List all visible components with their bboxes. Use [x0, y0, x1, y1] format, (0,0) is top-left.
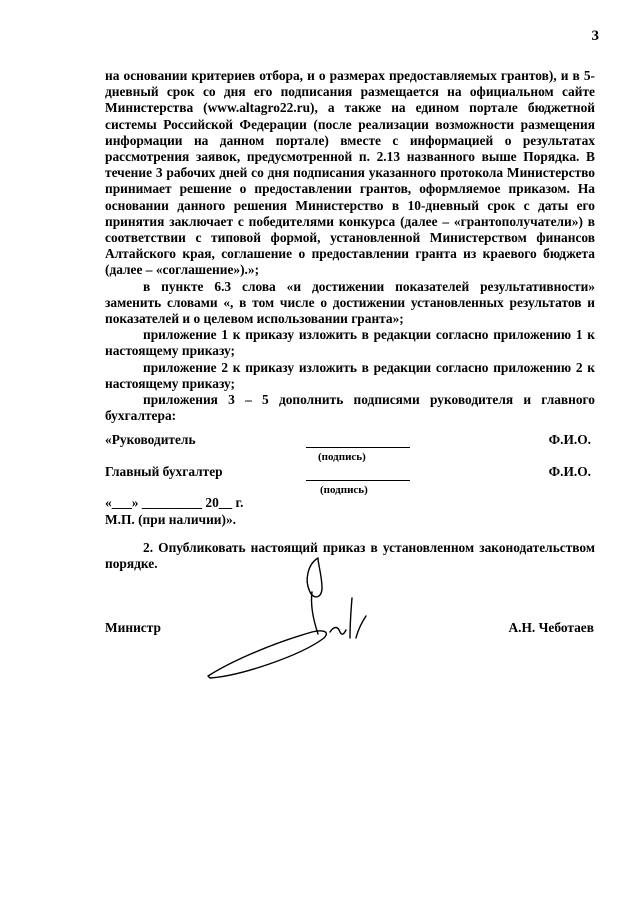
paragraph-3: приложение 1 к приказу изложить в редакции согласно приложению 1 к настоящему приказу;	[105, 327, 595, 359]
signatory-title: Министр	[105, 620, 161, 635]
accountant-fio-label: Ф.И.О.	[548, 464, 591, 479]
paragraph-2: в пункте 6.3 слова «и достижении показателей результативности» заменить словами «, в том числе о достижении установленных результатов и показателей и о целевом использовании гранта»;	[105, 278, 595, 327]
date-line: «___» _________ 20__ г.	[105, 495, 244, 510]
head-signature-line	[306, 447, 410, 448]
stamp-line: М.П. (при наличии)».	[105, 512, 237, 527]
accountant-signature-caption: (подпись)	[320, 484, 368, 496]
signatory-name: А.Н. Чеботаев	[508, 620, 594, 635]
handwritten-signature	[200, 552, 390, 692]
amendment-text	[105, 68, 595, 424]
accountant-signature-line	[306, 480, 410, 481]
accountant-role-label: Главный бухгалтер	[105, 464, 223, 479]
head-role-label: «Руководитель	[105, 432, 196, 447]
head-signature-caption: (подпись)	[318, 451, 366, 463]
page-number: 3	[591, 28, 599, 44]
head-fio-label: Ф.И.О.	[548, 432, 591, 447]
publish-clause: 2. Опубликовать настоящий приказ в установленном законодательством порядке.	[105, 540, 595, 572]
paragraph-1: на основании критериев отбора, и о размерах предоставляемых грантов), и в 5-дневный срок со дня его подписания размещается на официальном сайте Министерства (www.altagro22.ru), а также на едином портале бюджетной системы Российской Федерации (после реализации возможности размещения информации на данном портале) вместе с информацией о результатах рассмотрения заявок, предусмотренной п. 2.13 названного выше Порядка. В течение 3 рабочих дней со дня подписания указанного протокола Министерство принимает решение о предоставлении грантов, оформляемое приказом. На основании данного решения Министерство в 10-дневный срок с даты его принятия заключает с победителями конкурса (далее – «грантополучатели») в соответствии с типовой формой, установленной Министерством финансов Алтайского края, соглашение о предоставлении гранта из краевого бюджета (далее – «соглашение»).»;	[105, 68, 595, 278]
paragraph-5: приложения 3 – 5 дополнить подписями руководителя и главного бухгалтера:	[105, 392, 595, 424]
paragraph-4: приложение 2 к приказу изложить в редакции согласно приложению 2 к настоящему приказу;	[105, 359, 595, 391]
